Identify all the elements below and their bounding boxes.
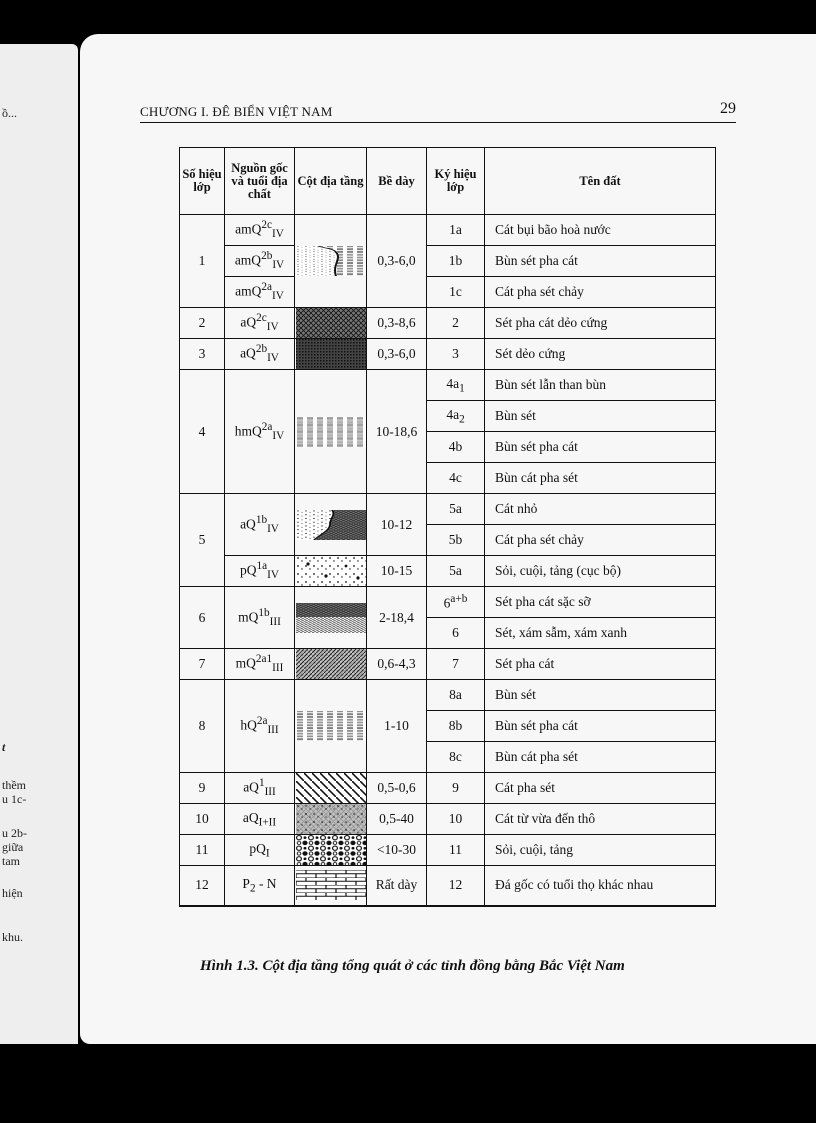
table-row bbox=[180, 866, 716, 906]
table-row bbox=[180, 215, 716, 246]
strat-column-cell bbox=[295, 835, 367, 866]
strat-column-cell bbox=[295, 804, 367, 835]
left-fragment: giữa bbox=[2, 840, 24, 854]
layer-symbol: 1c bbox=[427, 277, 485, 308]
layer-symbol: 4b bbox=[427, 432, 485, 463]
origin-age: $aQ^{1b}_{IV}$ bbox=[225, 494, 295, 556]
left-fragment: t bbox=[2, 740, 6, 754]
soil-name: Bùn sét bbox=[485, 401, 716, 432]
strat-pattern-layer9 bbox=[296, 773, 366, 803]
table-row bbox=[180, 277, 716, 308]
soil-name: Sét pha cát sặc sỡ bbox=[485, 587, 716, 618]
thickness: 0,5-0,6 bbox=[367, 773, 427, 804]
thickness: 0,3-6,0 bbox=[367, 339, 427, 370]
strat-column-cell bbox=[295, 494, 367, 556]
strat-column-cell bbox=[295, 339, 367, 370]
layer-symbol: 12 bbox=[427, 866, 485, 906]
table-row bbox=[180, 339, 716, 370]
strat-pattern-layer6 bbox=[296, 603, 366, 633]
left-fragment: hiện bbox=[2, 886, 23, 900]
layer-symbol: 3 bbox=[427, 339, 485, 370]
header-soil-name: Tên đất bbox=[485, 148, 716, 215]
strat-pattern-layer12 bbox=[296, 870, 366, 900]
layer-symbol: 11 bbox=[427, 835, 485, 866]
origin-age: amQ$^{2c}_{IV}$ bbox=[225, 215, 295, 246]
layer-symbol: 5a bbox=[427, 494, 485, 525]
origin-age: $mQ^{1b}_{III}$ bbox=[225, 587, 295, 649]
soil-name: Bùn sét bbox=[485, 680, 716, 711]
layer-symbol: 5b bbox=[427, 525, 485, 556]
thickness: 2-18,4 bbox=[367, 587, 427, 649]
strat-pattern-layer7 bbox=[296, 649, 366, 679]
page-header bbox=[140, 100, 736, 123]
origin-age: amQ$^{2b}_{IV}$ bbox=[225, 246, 295, 277]
soil-name: Bùn sét lẫn than bùn bbox=[485, 370, 716, 401]
table-row bbox=[180, 308, 716, 339]
thickness: 0,6-4,3 bbox=[367, 649, 427, 680]
left-page-edge bbox=[0, 44, 78, 1044]
layer-symbol: $4a_1$ bbox=[427, 370, 485, 401]
thickness: 0,3-8,6 bbox=[367, 308, 427, 339]
layer-number: 6 bbox=[180, 587, 225, 649]
strat-pattern-layer8 bbox=[296, 711, 366, 741]
thickness: <10-30 bbox=[367, 835, 427, 866]
layer-number: 5 bbox=[180, 494, 225, 587]
soil-name: Sét pha cát bbox=[485, 649, 716, 680]
strat-pattern-layer2 bbox=[296, 308, 366, 338]
strat-pattern-layer5-gravel bbox=[296, 556, 366, 586]
strat-pattern-layer1 bbox=[296, 246, 366, 276]
strat-pattern-layer3 bbox=[296, 339, 366, 369]
thickness: 0,5-40 bbox=[367, 804, 427, 835]
table-header-row bbox=[180, 148, 716, 215]
layer-symbol: $4a_2$ bbox=[427, 401, 485, 432]
figure-caption: Hình 1.3. Cột địa tầng tổng quát ở các tỉnh đồng bằng Bắc Việt Nam bbox=[200, 958, 625, 974]
table-row bbox=[180, 370, 716, 401]
soil-name: Sét, xám sẫm, xám xanh bbox=[485, 618, 716, 649]
strat-column-cell bbox=[295, 308, 367, 339]
layer-symbol: 5a bbox=[427, 556, 485, 587]
layer-symbol: 8c bbox=[427, 742, 485, 773]
layer-number: 9 bbox=[180, 773, 225, 804]
soil-name: Bùn sét pha cát bbox=[485, 432, 716, 463]
origin-age: $P_2$ - N bbox=[225, 866, 295, 906]
header-origin-age: Nguồn gốc và tuổi địa chất bbox=[225, 148, 295, 215]
left-fragment: thềm bbox=[2, 778, 26, 792]
header-layer-number: Số hiệu lớp bbox=[180, 148, 225, 215]
origin-age: amQ$^{2a}_{IV}$ bbox=[225, 277, 295, 308]
soil-name: Đá gốc có tuổi thọ khác nhau bbox=[485, 866, 716, 906]
origin-age: $aQ^1_{III}$ bbox=[225, 773, 295, 804]
table-row bbox=[180, 804, 716, 835]
layer-symbol: 7 bbox=[427, 649, 485, 680]
table-row bbox=[180, 494, 716, 525]
origin-age: $aQ^{2b}_{IV}$ bbox=[225, 339, 295, 370]
header-layer-symbol: Ký hiệu lớp bbox=[427, 148, 485, 215]
strat-column-cell bbox=[295, 649, 367, 680]
origin-age: $pQ_I$ bbox=[225, 835, 295, 866]
strat-column-cell bbox=[295, 773, 367, 804]
table-row bbox=[180, 773, 716, 804]
thickness: 10-12 bbox=[367, 494, 427, 556]
soil-name: Cát từ vừa đến thô bbox=[485, 804, 716, 835]
soil-name: Cát pha sét bbox=[485, 773, 716, 804]
layer-number: 7 bbox=[180, 649, 225, 680]
left-fragment: khu. bbox=[2, 930, 23, 944]
layer-symbol: 8b bbox=[427, 711, 485, 742]
layer-number: 8 bbox=[180, 680, 225, 773]
origin-age: $aQ^{2c}_{IV}$ bbox=[225, 308, 295, 339]
thickness: 10-18,6 bbox=[367, 370, 427, 494]
origin-age: $mQ^{2a1}_{III}$ bbox=[225, 649, 295, 680]
thickness: Rất dày bbox=[367, 866, 427, 906]
table-row bbox=[180, 556, 716, 587]
soil-name: Cát nhỏ bbox=[485, 494, 716, 525]
layer-symbol: 1b bbox=[427, 246, 485, 277]
soil-name: Sỏi, cuội, tảng (cục bộ) bbox=[485, 556, 716, 587]
chapter-title: CHƯƠNG I. ĐÊ BIỂN VIỆT NAM bbox=[140, 104, 333, 119]
stratigraphy-table bbox=[179, 147, 716, 907]
layer-number: 12 bbox=[180, 866, 225, 906]
layer-symbol: 2 bbox=[427, 308, 485, 339]
left-fragment: ồ... bbox=[2, 106, 17, 120]
left-fragment: u 2b- bbox=[2, 826, 27, 840]
soil-name: Sét dẻo cứng bbox=[485, 339, 716, 370]
soil-name: Cát pha sét chảy bbox=[485, 277, 716, 308]
layer-number: 10 bbox=[180, 804, 225, 835]
origin-age: $pQ^{1a}_{IV}$ bbox=[225, 556, 295, 587]
layer-symbol: 6 bbox=[427, 618, 485, 649]
table-row bbox=[180, 649, 716, 680]
soil-name: Bùn sét pha cát bbox=[485, 711, 716, 742]
left-fragment: u 1c- bbox=[2, 792, 27, 806]
strat-pattern-layer4 bbox=[296, 417, 366, 447]
layer-symbol: 9 bbox=[427, 773, 485, 804]
thickness: 10-15 bbox=[367, 556, 427, 587]
layer-symbol: $6^{a+b}$ bbox=[427, 587, 485, 618]
origin-age: $aQ_{I+II}$ bbox=[225, 804, 295, 835]
soil-name: Bùn cát pha sét bbox=[485, 742, 716, 773]
soil-name: Bùn cát pha sét bbox=[485, 463, 716, 494]
thickness: 0,3-6,0 bbox=[367, 215, 427, 308]
table-row bbox=[180, 587, 716, 618]
soil-name: Sỏi, cuội, tảng bbox=[485, 835, 716, 866]
layer-number: 4 bbox=[180, 370, 225, 494]
left-fragment: tam bbox=[2, 854, 20, 868]
strat-pattern-layer5 bbox=[296, 510, 366, 540]
strat-column-cell bbox=[295, 556, 367, 587]
thickness: 1-10 bbox=[367, 680, 427, 773]
layer-symbol: 10 bbox=[427, 804, 485, 835]
table-row bbox=[180, 680, 716, 711]
layer-number: 1 bbox=[180, 215, 225, 308]
table-row bbox=[180, 246, 716, 277]
layer-symbol: 4c bbox=[427, 463, 485, 494]
origin-age: hmQ$^{2a}_{IV}$ bbox=[225, 370, 295, 494]
soil-name: Cát bụi bão hoà nước bbox=[485, 215, 716, 246]
layer-symbol: 1a bbox=[427, 215, 485, 246]
strat-column-cell bbox=[295, 215, 367, 308]
origin-age: $hQ^{2a}_{III}$ bbox=[225, 680, 295, 773]
layer-number: 3 bbox=[180, 339, 225, 370]
layer-number: 11 bbox=[180, 835, 225, 866]
strat-column-cell bbox=[295, 370, 367, 494]
strat-column-cell bbox=[295, 587, 367, 649]
layer-number: 2 bbox=[180, 308, 225, 339]
strat-pattern-layer11 bbox=[296, 835, 366, 865]
header-thickness: Bề dày bbox=[367, 148, 427, 215]
strat-pattern-layer10 bbox=[296, 804, 366, 834]
page-number: 29 bbox=[720, 100, 736, 117]
table-row bbox=[180, 835, 716, 866]
strat-column-cell bbox=[295, 866, 367, 906]
soil-name: Bùn sét pha cát bbox=[485, 246, 716, 277]
layer-symbol: 8a bbox=[427, 680, 485, 711]
header-strat-column: Cột địa tầng bbox=[295, 148, 367, 215]
soil-name: Sét pha cát dẻo cứng bbox=[485, 308, 716, 339]
strat-column-cell bbox=[295, 680, 367, 773]
soil-name: Cát pha sét chảy bbox=[485, 525, 716, 556]
